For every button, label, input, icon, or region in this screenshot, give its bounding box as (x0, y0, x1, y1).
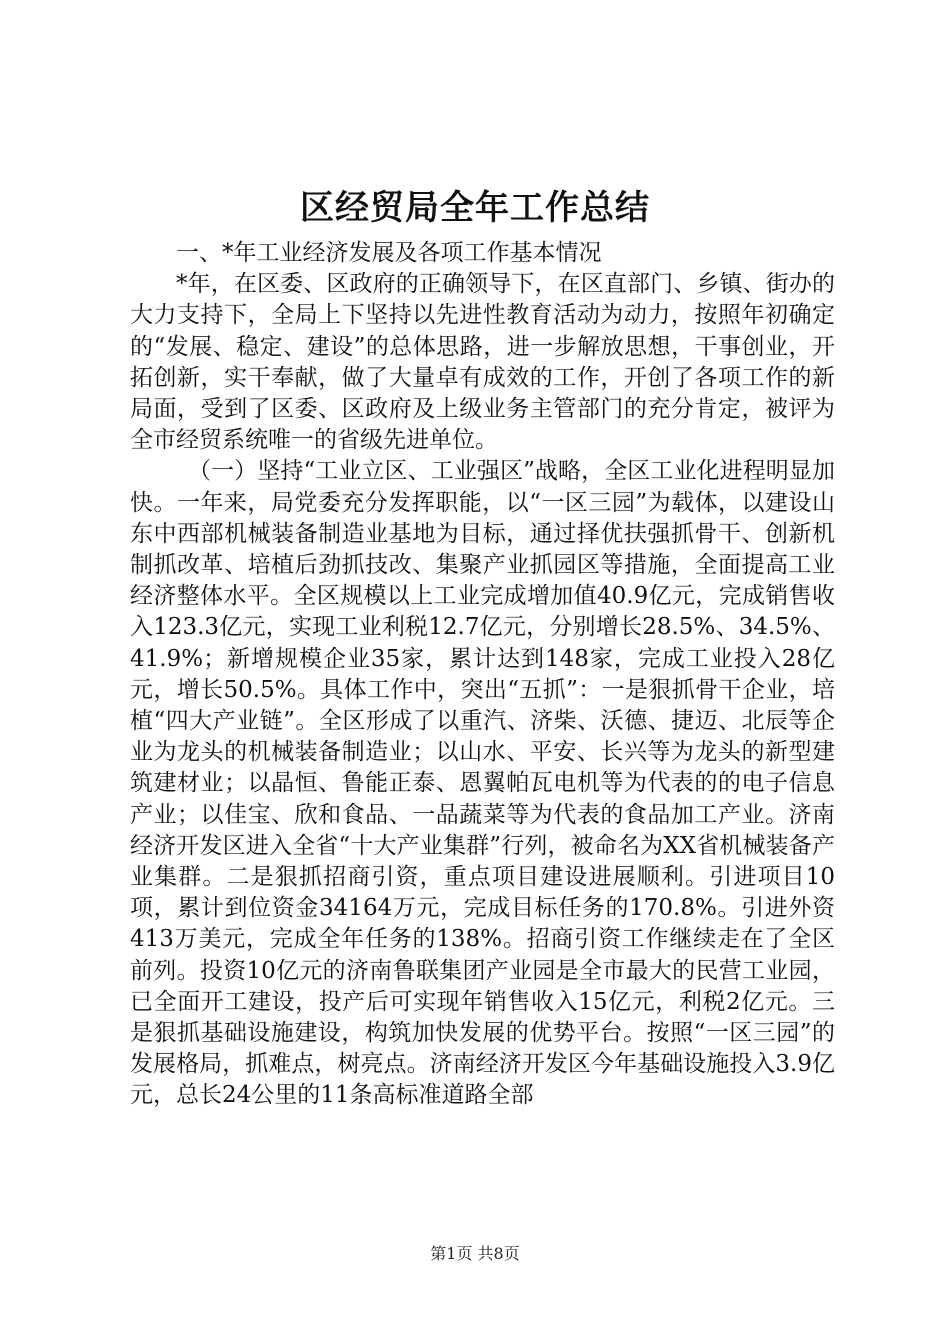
section-heading: 一、*年工业经济发展及各项工作基本情况 (176, 240, 602, 266)
paragraph: （一）坚持“工业立区、工业强区”战略，全区工业化进程明显加快。一年来，局党委充分发挥职能，以“一区三园”为载体，以建设山东中西部机械装备制造业基地为目标，通过择优扶强抓骨干、创新机制抓改革、培植后劲抓技改、集聚产业抓园区等措施，全面提高工业经济整体水平。全区规模以上工业完成增加值40.9亿元，完成销售收入123.3亿元，实现工业利税12.7亿元，分别增长28.5%、34.5%、41.9%；新增规模企业35家，累计达到148家，完成工业投入28亿元，增长50.5%。具体工作中，突出“五抓”：一是狠抓骨干企业，培植“四大产业链”。全区形成了以重汽、济柴、沃德、捷迈、北辰等企业为龙头的机械装备制造业；以山水、平安、长兴等为龙头的新型建筑建材业；以晶恒、鲁能正泰、恩翼帕瓦电机等为代表的的电子信息产业；以佳宝、欣和食品、一品蔬菜等为代表的食品加工产业。济南经济开发区进入全省“十大产业集群”行列，被命名为XX省机械装备产业集群。二是狠抓招商引资，重点项目建设进展顺利。引进项目10项，累计到位资金34164万元，完成目标任务的170.8%。引进外资413万美元，完成全年任务的138%。招商引资工作继续走在了全区前列。投资10亿元的济南鲁联集团产业园是全市最大的民营工业园，已全面开工建设，投产后可实现年销售收入15亿元，利税2亿元。三是狠抓基础设施建设，构筑加快发展的优势平台。按照“一区三园”的发展格局，抓难点，树亮点。济南经济开发区今年基础设施投入3.9亿元，总长24公里的11条高标准道路全部 (130, 458, 835, 1109)
document-body (130, 238, 835, 1112)
page-footer: 第1页 共8页 (430, 1244, 520, 1263)
document-title: 区经贸局全年工作总结 (300, 188, 650, 228)
paragraph: *年，在区委、区政府的正确领导下，在区直部门、乡镇、街办的大力支持下，全局上下坚持以先进性教育活动为动力，按照年初确定的“发展、稳定、建设”的总体思路，进一步解放思想，干事创业，开拓创新，实干奉献，做了大量卓有成效的工作，开创了各项工作的新局面，受到了区委、区政府及上级业务主管部门的充分肯定，被评为全市经贸系统唯一的省级先进单位。 (130, 271, 835, 454)
